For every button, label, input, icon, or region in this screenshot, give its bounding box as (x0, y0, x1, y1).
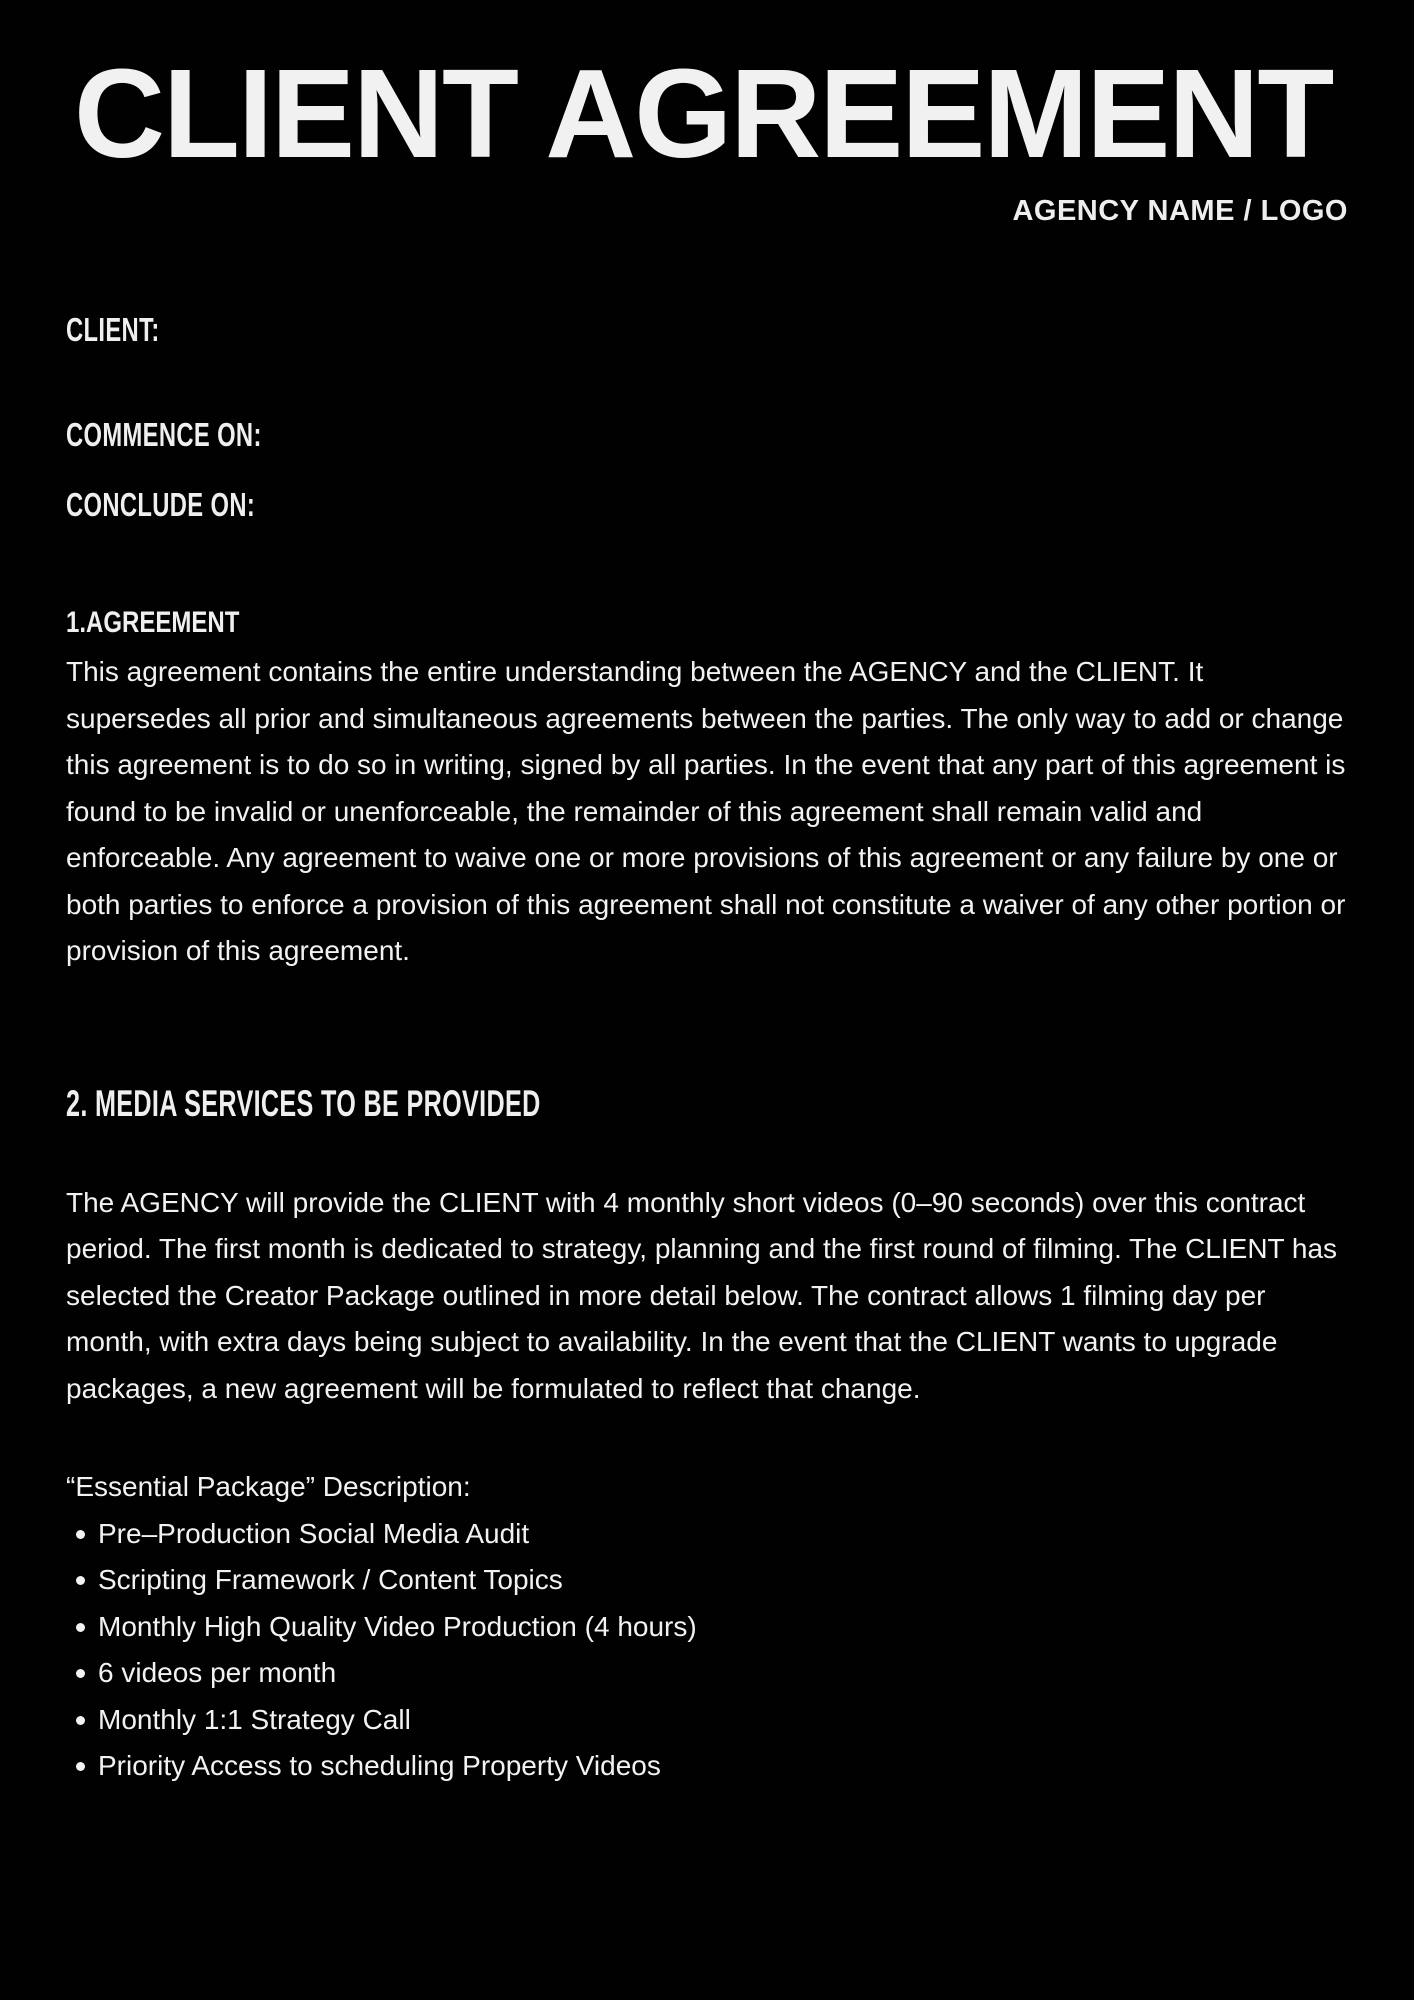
section-1-agreement-body: This agreement contains the entire understanding between the AGENCY and the CLIENT. It supersedes all prior and simultaneous agreements between the parties. The only way to add or change this agreement is to do so in writing, signed by all parties. In the event that any part of this agreement is found to be invalid or unenforceable, the remainder of this agreement shall remain valid and enforceable. Any agreement to waive one or more provisions of this agreement or any failure by one or both parties to enforce a provision of this agreement shall not constitute a waiver of any other portion or provision of this agreement. (66, 656, 1346, 966)
agency-name-logo-placeholder: AGENCY NAME / LOGO (1012, 195, 1348, 227)
bullet-item-scripting-framework: Scripting Framework / Content Topics (66, 1557, 1348, 1604)
section-1-agreement-heading: 1.AGREEMENT (66, 606, 240, 639)
bullet-item-videos-per-month: 6 videos per month (66, 1650, 1348, 1697)
bullet-item-video-production: Monthly High Quality Video Production (4 hours) (66, 1604, 1348, 1651)
essential-package-description-intro: “Essential Package” Description: (66, 1471, 471, 1502)
bullet-item-strategy-call: Monthly 1:1 Strategy Call (66, 1697, 1348, 1744)
bullet-item-priority-access: Priority Access to scheduling Property Videos (66, 1743, 1348, 1790)
field-commence-on-label: COMMENCE ON: (66, 416, 262, 453)
field-client-label: CLIENT: (66, 311, 160, 348)
section-2-media-services-body: The AGENCY will provide the CLIENT with 4 monthly short videos (0–90 seconds) over this contract period. The first month is dedicated to strategy, planning and the first round of filming. The CLIENT has selected the Creator Package outlined in more detail below. The contract allows 1 filming day per month, with extra days being subject to availability. In the event that the CLIENT wants to upgrade packages, a new agreement will be formulated to reflect that change. (66, 1186, 1338, 1404)
section-2-media-services-heading: 2. MEDIA SERVICES TO BE PROVIDED (66, 1082, 541, 1124)
essential-package-bullet-list (66, 1511, 1348, 1790)
bullet-item-social-media-audit: Pre–Production Social Media Audit (66, 1511, 1348, 1558)
document-title: CLIENT AGREEMENT (74, 43, 1333, 184)
field-conclude-on-label: CONCLUDE ON: (66, 486, 256, 523)
